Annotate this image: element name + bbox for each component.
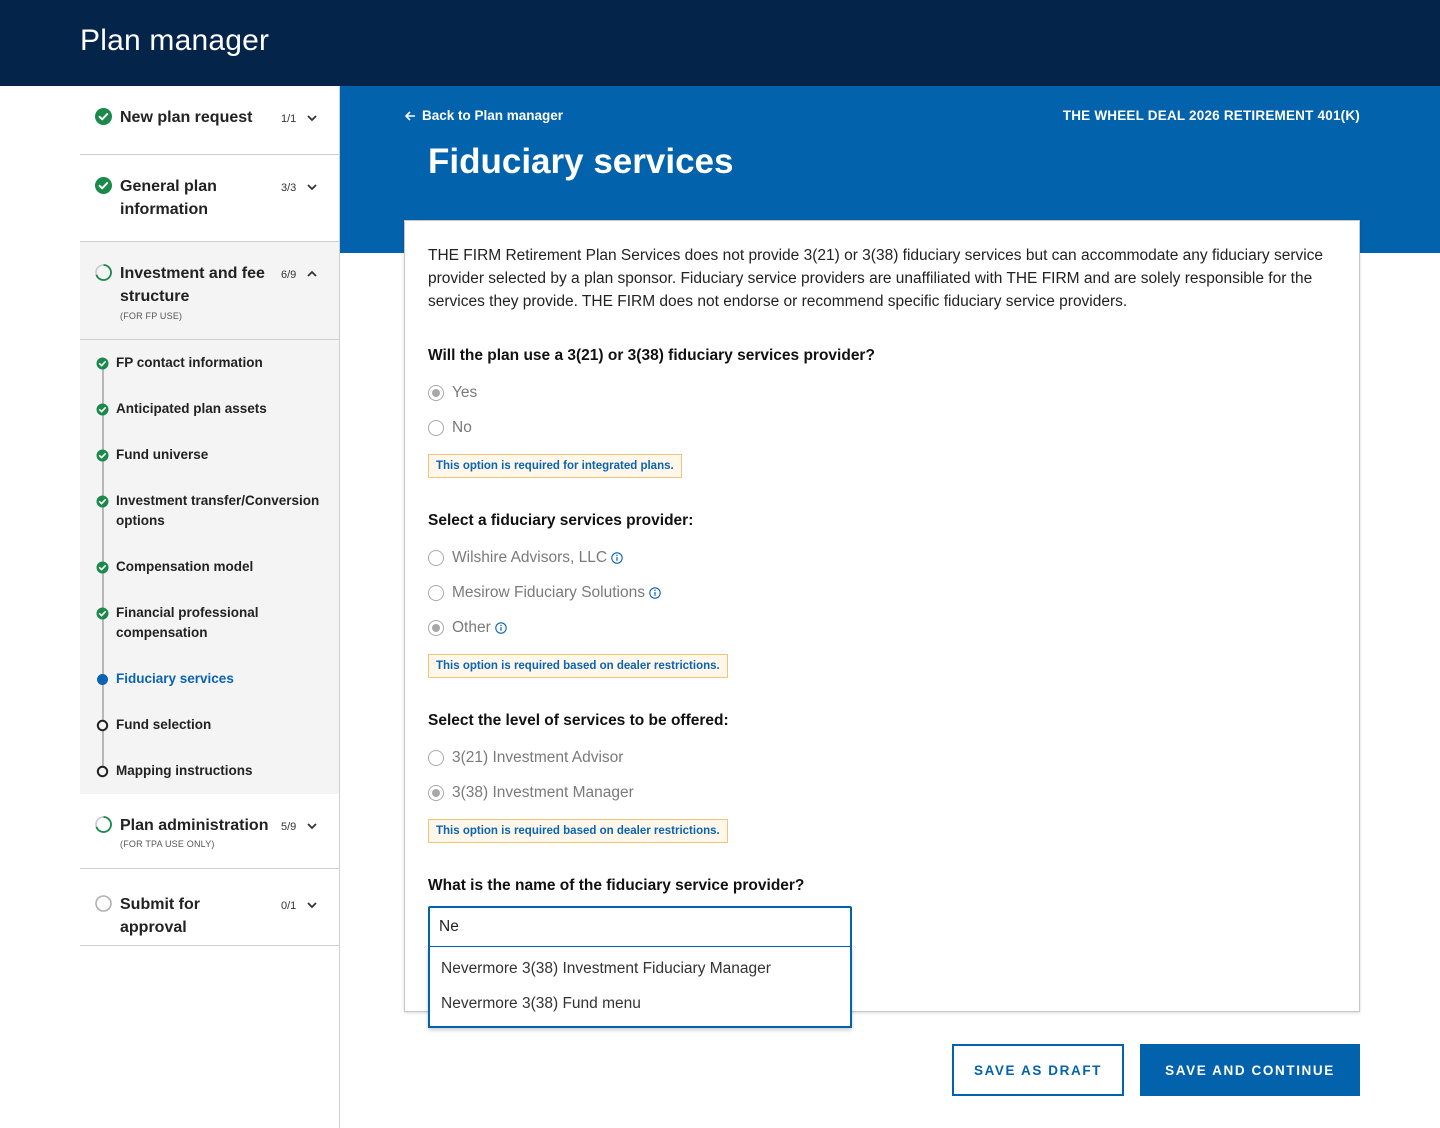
suggestion-item[interactable]: Nevermore 3(38) Fund menu (441, 995, 641, 1012)
sidebar-step-fiduciary-services[interactable]: Fiduciary services (116, 671, 234, 686)
sidebar-section-general-plan-information[interactable] (80, 155, 339, 242)
radio-button[interactable] (428, 585, 444, 601)
radio-option-wilshire[interactable] (428, 549, 623, 567)
radio-label: 3(21) Investment Advisor (452, 749, 624, 766)
radio-label: 3(38) Investment Manager (452, 784, 634, 801)
back-to-plan-manager-link[interactable] (404, 108, 563, 123)
sidebar-section-subtitle: (FOR FP USE) (120, 311, 183, 321)
sidebar-section-investment-and-fee-structure[interactable] (80, 242, 339, 340)
sidebar-section-plan-administration[interactable] (80, 794, 339, 869)
check-circle-icon (95, 177, 112, 194)
sidebar-step-mapping-instructions[interactable]: Mapping instructions (116, 763, 253, 778)
app-header (0, 0, 1440, 86)
save-and-continue-button[interactable]: SAVE AND CONTINUE (1140, 1044, 1360, 1096)
sidebar-section-count: 6/9 (281, 269, 297, 281)
intro-text: THE FIRM Retirement Plan Services does not provide 3(21) or 3(38) fiduciary services but can accommodate any fiduciary service provider selected by a plan sponsor. Fiduciary service providers are unaffiliated with THE FIRM and are solely responsible for the services they provide. THE FIRM does not endorse or recommend specific fiduciary service providers. (428, 247, 1324, 310)
chevron-down-icon[interactable] (306, 820, 318, 832)
sidebar-section-submit-for-approval[interactable] (80, 869, 339, 946)
sidebar-section-count: 5/9 (281, 821, 297, 833)
check-circle-icon (95, 108, 112, 125)
radio-option-338-investment-manager[interactable] (428, 784, 634, 802)
radio-label: Mesirow Fiduciary Solutions (452, 584, 645, 601)
required-notice: This option is required based on dealer restrictions. (428, 654, 728, 678)
radio-button[interactable] (428, 750, 444, 766)
chevron-down-icon[interactable] (306, 899, 318, 911)
chevron-up-icon[interactable] (306, 268, 318, 280)
radio-label: Other (452, 619, 491, 636)
save-as-draft-button[interactable]: SAVE AS DRAFT (952, 1044, 1124, 1096)
radio-label: No (452, 419, 472, 436)
arrow-left-icon (404, 110, 416, 122)
radio-button[interactable] (428, 620, 444, 636)
radio-button[interactable] (428, 420, 444, 436)
sidebar-section-count: 3/3 (281, 182, 297, 194)
radio-option-no[interactable] (428, 419, 472, 437)
suggestion-item[interactable]: Nevermore 3(38) Investment Fiduciary Manager (441, 960, 771, 977)
radio-option-other[interactable] (428, 619, 507, 637)
radio-button[interactable] (428, 785, 444, 801)
sidebar-step-investment-transfer[interactable]: Investment transfer/Conversion options (116, 493, 320, 528)
sidebar-section-title: Plan administration (120, 817, 269, 834)
required-notice: This option is required based on dealer restrictions. (428, 819, 728, 843)
page-title: Fiduciary services (428, 142, 734, 181)
provider-name-input[interactable] (428, 906, 852, 948)
empty-circle-icon (96, 719, 109, 732)
radio-label: Wilshire Advisors, LLC (452, 549, 608, 566)
sidebar-step-financial-professional-compensation[interactable]: Financial professional compensation (116, 605, 259, 640)
chevron-down-icon[interactable] (306, 181, 318, 193)
sidebar-section-new-plan-request[interactable] (80, 86, 339, 155)
question-use-fiduciary-provider: Will the plan use a 3(21) or 3(38) fiduciary services provider? (428, 347, 875, 364)
sidebar-section-title: Submit for approval (120, 896, 200, 936)
info-icon[interactable] (649, 587, 661, 599)
back-link-label: Back to Plan manager (422, 108, 564, 123)
info-icon[interactable] (611, 552, 623, 564)
check-circle-icon (96, 403, 109, 416)
radio-option-mesirow[interactable] (428, 584, 661, 602)
radio-label: Yes (452, 384, 478, 401)
sidebar-substeps (80, 340, 339, 794)
sidebar-section-count: 0/1 (281, 900, 297, 912)
sidebar-section-title: General plan information (120, 178, 217, 218)
sidebar-section-count: 1/1 (281, 113, 297, 125)
radio-button[interactable] (428, 385, 444, 401)
chevron-down-icon[interactable] (306, 112, 318, 124)
radio-option-yes[interactable] (428, 384, 477, 402)
check-circle-icon (96, 357, 109, 370)
check-circle-icon (96, 495, 109, 508)
check-circle-icon (96, 561, 109, 574)
sidebar-section-title: Investment and fee structure (120, 265, 265, 305)
sidebar-section-title: New plan request (120, 109, 253, 126)
sidebar-step-fund-selection[interactable]: Fund selection (116, 717, 212, 732)
check-circle-icon (96, 449, 109, 462)
empty-circle-icon (96, 765, 109, 778)
sidebar-step-anticipated-plan-assets[interactable]: Anticipated plan assets (116, 401, 267, 416)
sidebar-section-subtitle: (FOR TPA USE ONLY) (120, 839, 215, 849)
info-icon[interactable] (495, 622, 507, 634)
sidebar-step-fund-universe[interactable]: Fund universe (116, 447, 209, 462)
empty-circle-icon (95, 895, 112, 912)
current-step-dot-icon (96, 673, 109, 686)
question-service-level: Select the level of services to be offered: (428, 712, 729, 729)
sidebar-step-compensation-model[interactable]: Compensation model (116, 559, 254, 574)
progress-circle-icon (95, 264, 112, 281)
radio-button[interactable] (428, 550, 444, 566)
app-title: Plan manager (80, 24, 270, 57)
question-select-provider: Select a fiduciary services provider: (428, 512, 694, 529)
sidebar-step-fp-contact-information[interactable]: FP contact information (116, 355, 263, 370)
plan-name: THE WHEEL DEAL 2026 RETIREMENT 401(K) (1062, 108, 1360, 123)
progress-circle-icon (95, 816, 112, 833)
radio-option-321-investment-advisor[interactable] (428, 749, 623, 767)
provider-suggestions-dropdown (428, 946, 852, 1028)
question-provider-name: What is the name of the fiduciary service provider? (428, 877, 805, 894)
required-notice: This option is required for integrated plans. (428, 454, 682, 478)
check-circle-icon (96, 607, 109, 620)
